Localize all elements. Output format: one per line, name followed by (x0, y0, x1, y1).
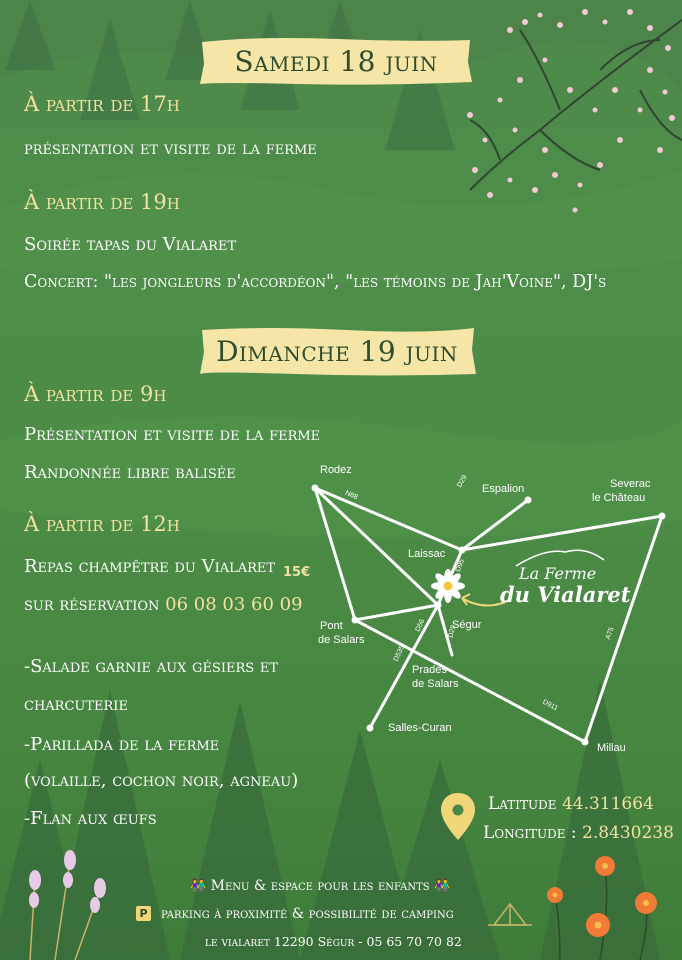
farm-flower-marker (431, 569, 465, 603)
sunday-item-2: Randonnée libre balisée (24, 462, 236, 483)
road-d56: D56 (414, 618, 427, 633)
menu-item-1: -Salade garnie aux gésiers et (24, 656, 279, 677)
town-millau: Millau (597, 742, 626, 754)
road-d911: D911 (541, 698, 559, 713)
road-d535: D535 (392, 644, 407, 663)
town-pont-de-salars: Pont (320, 620, 343, 632)
logo-line1: La Ferme (519, 564, 597, 583)
longitude-label: Longitude : (483, 823, 577, 843)
menu-item-5: -Flan aux œufs (24, 808, 157, 829)
menu-item-4: (volaille, cochon noir, agneau) (24, 770, 299, 791)
longitude-value: 2.8430238 (582, 823, 674, 843)
town-prades-de-salars: Prades (412, 664, 447, 676)
saturday-item-2: Soirée tapas du Vialaret (24, 234, 237, 255)
road-d95: D95 (454, 558, 466, 573)
town-rodez: Rodez (320, 464, 352, 476)
address: le vialaret 12290 Ségur - 05 65 70 70 82 (205, 934, 462, 949)
children-icon: 👫 (434, 879, 451, 894)
parking-text: parking à proximité & possibilité de camping (161, 906, 454, 922)
menu-item-3: -Parillada de la ferme (24, 734, 220, 755)
latitude-label: Latitude (488, 794, 557, 814)
latitude-value: 44.311664 (561, 794, 654, 814)
road-d29: D29 (447, 624, 458, 639)
kids-line (190, 878, 450, 894)
saturday-time-1: À partir de 17h (24, 92, 180, 116)
location-pin-icon (441, 793, 475, 840)
town-segur: Ségur (452, 619, 482, 631)
town-severac: Severac (610, 478, 651, 490)
parking-line (136, 906, 454, 922)
kids-text: Menu & espace pour les enfants (210, 878, 430, 894)
longitude (483, 823, 674, 843)
town-severac-line2: le Château (592, 492, 646, 504)
reservation-phone: 06 08 03 60 09 (165, 594, 303, 615)
saturday-item-3: Concert: "les jongleurs d'accordéon", "les témoins de Jah'Voine", DJ's (24, 272, 607, 292)
latitude (488, 794, 654, 814)
reservation-label: sur réservation (24, 594, 160, 615)
road-d29-north: D29 (456, 474, 469, 489)
road-a75: A75 (604, 626, 616, 641)
saturday-time-2: À partir de 19h (24, 190, 180, 214)
children-icon: 👫 (190, 879, 207, 894)
sunday-meal: Repas champêtre du Vialaret (24, 556, 276, 577)
parking-icon: P (136, 906, 151, 921)
town-salles-curan: Salles-Curan (388, 722, 452, 734)
menu-item-2: charcuterie (24, 694, 128, 715)
town-pont-de-salars-line2: de Salars (318, 634, 365, 646)
town-espalion: Espalion (482, 483, 525, 495)
road-n88: N88 (344, 489, 359, 502)
sunday-time-1: À partir de 9h (24, 382, 167, 406)
saturday-item-1: présentation et visite de la ferme (24, 138, 317, 159)
town-prades-de-salars-line2: de Salars (412, 678, 459, 690)
town-laissac: Laissac (408, 548, 446, 560)
sunday-item-1: Présentation et visite de la ferme (24, 424, 321, 445)
saturday-title: Samedi 18 juin (234, 44, 438, 78)
sunday-time-2: À partir de 12h (24, 512, 180, 536)
logo-line2: du Vialaret (500, 582, 631, 607)
sunday-title: Dimanche 19 juin (216, 334, 458, 368)
meal-price: 15€ (283, 565, 311, 580)
